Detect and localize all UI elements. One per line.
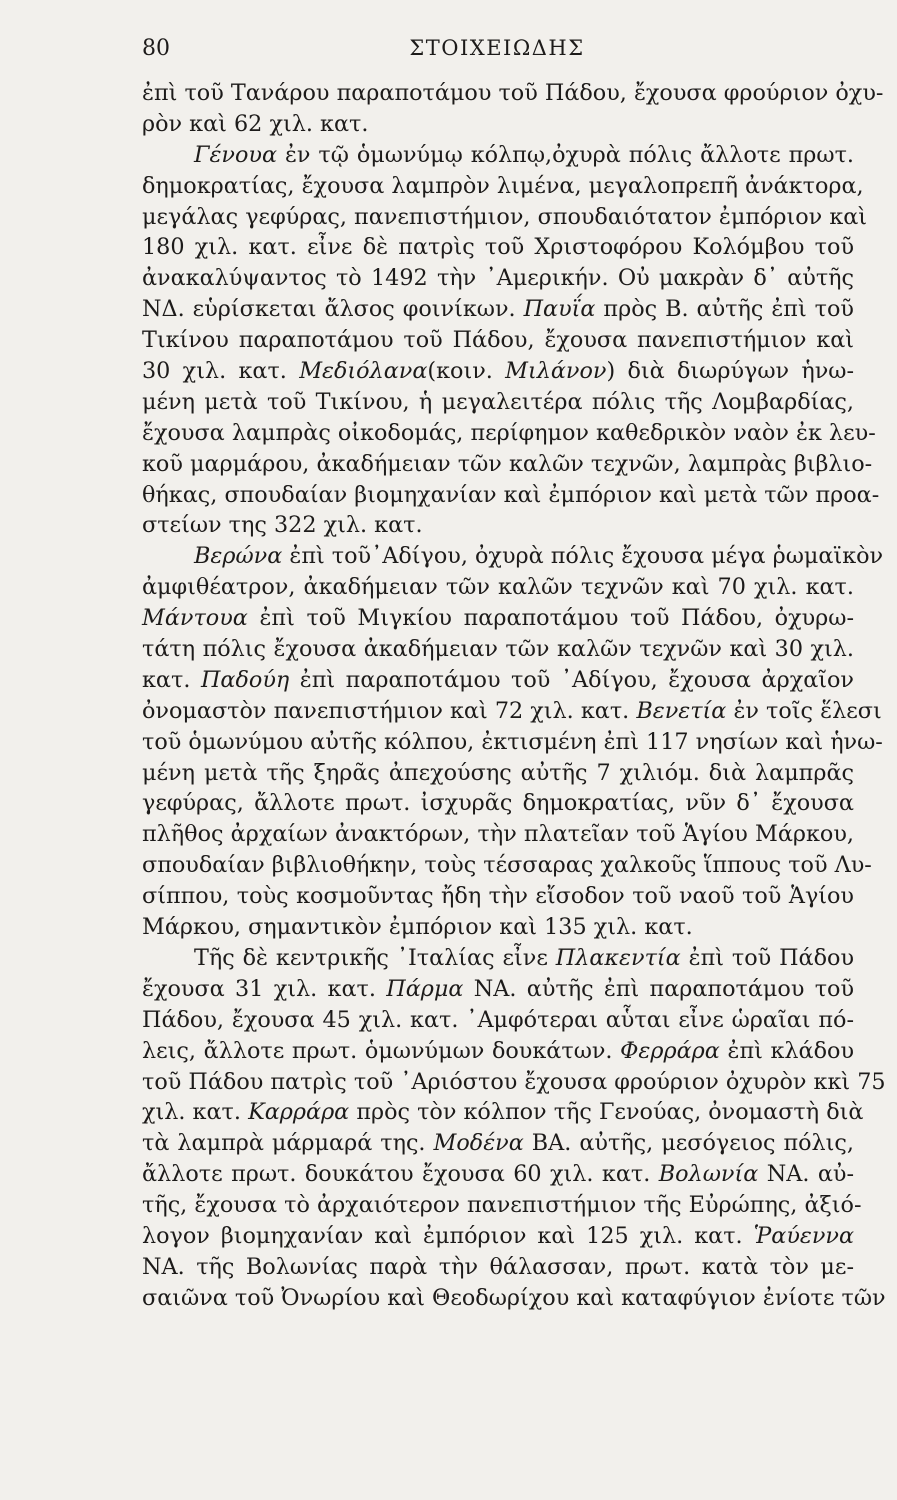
text-run: Πάδου, ἔχουσα 45 χιλ. κατ. ᾿Αμφότεραι αὗται εἶνε ὡραῖαι πό-	[142, 1006, 854, 1033]
place-name: Πλακεντία	[555, 944, 681, 971]
text-run: σίππου, τοὺς κοσμοῦντας ἤδη τὴν εἴσοδον τοῦ ναοῦ τοῦ Ἁγίου	[142, 883, 854, 910]
text-run: ἐν τῷ ὁμωνύμῳ κόλπῳ,ὀχυρὰ πόλις ἄλλοτε πρωτ.	[277, 141, 854, 168]
text-line	[142, 1128, 854, 1159]
text-run: λεις, ἄλλοτε πρωτ. ὁμωνύμων δουκάτων.	[142, 1037, 621, 1064]
text-line	[142, 1190, 862, 1221]
text-run: μένη μετὰ τῆς ξηρᾶς ἀπεχούσης αὐτῆς 7 χιλιόμ. διὰ λαμπρᾶς	[142, 759, 854, 786]
text-run: Τῆς δὲ κεντρικῆς ᾿Ιταλίας εἶνε	[194, 944, 556, 971]
text-run: ἐπὶ κλάδου	[719, 1037, 854, 1064]
text-run: σαιῶνα τοῦ Ὀνωρίου καὶ Θεοδωρίχου καὶ καταφύγιον ἐνίοτε τῶν	[142, 1284, 886, 1311]
text-line	[142, 449, 873, 480]
text-line	[142, 109, 854, 140]
text-line	[142, 1097, 864, 1128]
text-run: στείων της 322 χιλ. κατ.	[142, 512, 423, 539]
text-line	[142, 1221, 854, 1252]
page-header	[142, 36, 852, 68]
text-run: 180 χιλ. κατ. εἶνε δὲ πατρὶς τοῦ Χριστοφόρου Κολόμβου τοῦ	[142, 234, 854, 261]
text-line	[142, 788, 854, 819]
text-run: ἄλλοτε πρωτ. δουκάτου ἔχουσα 60 χιλ. κατ.	[142, 1161, 659, 1188]
text-run: ἐπὶ τοῦ Πάδου	[680, 944, 854, 971]
text-line	[142, 325, 854, 356]
text-line	[142, 171, 864, 202]
page-number: 80	[142, 36, 170, 61]
text-run: τοῦ ὁμωνύμου αὐτῆς κόλπου, ἐκτισμένη ἐπὶ 117 νησίων καὶ ἡνω-	[142, 728, 883, 755]
text-line	[142, 1036, 854, 1067]
text-run: ΝΔ. εὑρίσκεται ἄλσος φοινίκων.	[142, 296, 524, 323]
text-line	[142, 1067, 886, 1098]
text-run: ἀνακαλύψαντος τὸ 1492 τὴν ᾿Αμερικήν. Οὐ μακρὰν δ᾿ αὐτῆς	[142, 265, 854, 292]
place-name: Μιλάνον	[505, 358, 607, 385]
text-run: ΝΑ. αὐτῆς ἐπὶ παραποτάμου τοῦ	[463, 975, 855, 1002]
text-line	[142, 294, 854, 325]
text-run: ἐπὶ τοῦ Μιγκίου παραποτάμου τοῦ Πάδου, ὀχυρω-	[247, 605, 854, 632]
text-run: ΝΑ. τῆς Βολωνίας παρὰ τὴν θάλασσαν, πρωτ. κατὰ τὸν με-	[142, 1253, 854, 1280]
text-line	[142, 974, 854, 1005]
text-run: λογον βιομηχανίαν καὶ ἐμπόριον καὶ 125 χιλ. κατ.	[142, 1222, 754, 1249]
text-run: Μάρκου, σημαντικὸν ἐμπόριον καὶ 135 χιλ. κατ.	[142, 914, 693, 941]
text-run: πρὸς Β. αὐτῆς ἐπὶ τοῦ	[595, 296, 854, 323]
place-name: Βενετία	[636, 697, 727, 724]
text-line	[142, 603, 854, 634]
text-run: ἔχουσα 31 χιλ. κατ.	[142, 975, 387, 1002]
place-name: Μεδιόλανα	[299, 358, 428, 385]
place-name: Πάρμα	[386, 975, 464, 1002]
text-run: 30 χιλ. κατ.	[142, 358, 300, 385]
text-run: πρὸς τὸν κόλπον τῆς Γενούας, ὀνομαστὴ διὰ	[349, 1099, 864, 1126]
text-run: κατ.	[142, 666, 201, 693]
text-line	[142, 356, 854, 387]
place-name: Παυΐα	[523, 296, 596, 323]
text-run: (κοιν.	[427, 358, 506, 385]
text-line	[142, 387, 854, 418]
place-name: Παδούη	[200, 666, 290, 693]
text-line	[142, 140, 854, 171]
text-line	[142, 912, 854, 943]
text-run: σπουδαίαν βιβλιοθήκην, τοὺς τέσσαρας χαλκοῦς ἵππους τοῦ Λυ-	[142, 852, 872, 879]
text-line	[142, 1005, 854, 1036]
place-name: Βερώνα	[194, 543, 283, 570]
text-line	[142, 1283, 886, 1314]
text-run: τὰ λαμπρὰ μάρμαρά της.	[142, 1130, 434, 1157]
text-line	[142, 727, 883, 758]
text-run: ) διὰ διωρύγων ἡνω-	[606, 358, 855, 385]
place-name: Γένουα	[194, 141, 278, 168]
text-run: τοῦ Πάδου πατρὶς τοῦ ᾿Αριόστου ἔχουσα φρούριον ὀχυρὸν κκὶ 75	[142, 1068, 886, 1095]
text-run: ρὸν καὶ 62 χιλ. κατ.	[142, 110, 369, 137]
place-name: Ῥαύεννα	[753, 1222, 854, 1249]
text-run: ἔχουσα λαμπρὰς οἰκοδομάς, περίφημον καθεδρικὸν ναὸν ἐκ λευ-	[142, 419, 876, 446]
text-run: ἐπὶ παραποτάμου τοῦ ᾿Αδίγου, ἔχουσα ἀρχαῖον	[289, 666, 854, 693]
text-line	[142, 232, 854, 263]
text-run: μένη μετὰ τοῦ Τικίνου, ἡ μεγαλειτέρα πόλις τῆς Λομβαρδίας,	[142, 388, 854, 415]
text-line	[142, 943, 854, 974]
text-run: δημοκρατίας, ἔχουσα λαμπρὸν λιμένα, μεγαλοπρεπῆ ἀνάκτορα,	[142, 172, 864, 199]
text-line	[142, 541, 884, 572]
text-line	[142, 665, 854, 696]
text-run: χιλ. κατ.	[142, 1099, 249, 1126]
text-run: ἐπὶ τοῦ᾿Αδίγου, ὀχυρὰ πόλις ἔχουσα μέγα ῥωμαϊκὸν	[282, 543, 884, 570]
text-line	[142, 758, 854, 789]
text-line	[142, 263, 854, 294]
text-run: ὀνομαστὸν πανεπιστήμιον καὶ 72 χιλ. κατ.	[142, 697, 637, 724]
text-line	[142, 1159, 854, 1190]
place-name: Καρράρα	[248, 1099, 350, 1126]
text-run: τάτη πόλις ἔχουσα ἀκαδήμειαν τῶν καλῶν τεχνῶν καὶ 30 χιλ.	[142, 636, 854, 663]
text-line	[142, 202, 868, 233]
place-name: Μάντουα	[142, 605, 248, 632]
text-run: μεγάλας γεφύρας, πανεπιστήμιον, σπουδαιότατον ἐμπόριον καὶ	[142, 203, 868, 230]
text-run: κοῦ μαρμάρου, ἀκαδήμειαν τῶν καλῶν τεχνῶν, λαμπρὰς βιβλιο-	[142, 450, 873, 477]
text-run: ἐπὶ τοῦ Τανάρου παραποτάμου τοῦ Πάδου, ἔχουσα φρούριον ὀχυ-	[142, 80, 884, 106]
text-line	[142, 572, 854, 603]
running-head: ΣΤΟΙΧΕΙΩΔΗΣ	[409, 36, 585, 60]
text-line	[142, 510, 854, 541]
place-name: Φερράρα	[620, 1037, 720, 1064]
text-line	[142, 881, 854, 912]
text-line	[142, 850, 872, 881]
text-run: γεφύρας, ἄλλοτε πρωτ. ἰσχυρᾶς δημοκρατίας, νῦν δ᾿ ἔχουσα	[142, 790, 854, 817]
text-line	[142, 696, 882, 727]
text-run: πλῆθος ἀρχαίων ἀνακτόρων, τὴν πλατεῖαν τοῦ Ἁγίου Μάρκου,	[142, 821, 854, 848]
text-line	[142, 480, 880, 511]
place-name: Βολωνία	[658, 1161, 759, 1188]
text-line	[142, 819, 854, 850]
text-line	[142, 418, 876, 449]
text-run: ἐν τοῖς ἕλεσι	[726, 697, 882, 724]
place-name: Μοδένα	[433, 1130, 524, 1157]
text-line	[142, 78, 884, 109]
text-line	[142, 634, 854, 665]
text-run: Τικίνου παραποτάμου τοῦ Πάδου, ἔχουσα πανεπιστήμιον καὶ	[142, 327, 854, 354]
text-run: ΒΑ. αὐτῆς, μεσόγειος πόλις,	[523, 1130, 854, 1157]
text-line	[142, 1252, 854, 1283]
text-run: ἀμφιθέατρον, ἀκαδήμειαν τῶν καλῶν τεχνῶν καὶ 70 χιλ. κατ.	[142, 574, 854, 601]
text-run: τῆς, ἔχουσα τὸ ἀρχαιότερον πανεπιστήμιον τῆς Εὐρώπης, ἀξιό-	[142, 1192, 862, 1219]
body-text	[142, 78, 886, 1314]
text-run: ΝΑ. αὐ-	[758, 1161, 854, 1188]
text-run: θήκας, σπουδαίαν βιομηχανίαν καὶ ἐμπόριον καὶ μετὰ τῶν προα-	[142, 481, 880, 508]
